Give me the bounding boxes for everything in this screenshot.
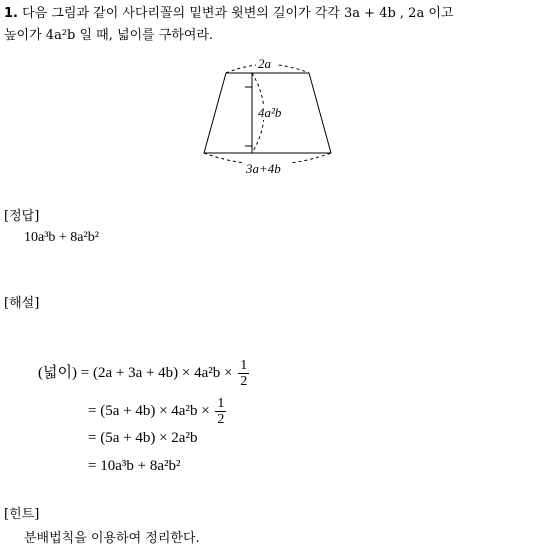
fraction-denominator: 2 bbox=[217, 412, 225, 427]
problem-line-1 bbox=[4, 2, 453, 21]
problem-line-2 bbox=[4, 24, 213, 43]
step-1-expr: (2a + 3a + 4b) × 4a²b × bbox=[92, 364, 233, 381]
solution-lhs: (넓이) bbox=[38, 364, 77, 381]
fraction-denominator: 2 bbox=[240, 374, 248, 389]
step-2-fraction bbox=[215, 396, 226, 427]
fraction-numerator: 1 bbox=[217, 396, 225, 411]
height-label: 4a²b bbox=[258, 105, 282, 120]
problem-text-1: 다음 그림과 같이 사다리꼴의 밑변과 윗변의 길이가 각각 3a + 4b , 2a 이고 bbox=[22, 6, 454, 21]
solution-header: [해설] bbox=[4, 296, 40, 311]
problem-number: 1. bbox=[4, 6, 18, 21]
step-3-expr: (5a + 4b) × 2a²b bbox=[100, 430, 198, 446]
answer-value: 10a³b + 8a²b² bbox=[24, 230, 99, 245]
fraction-numerator: 1 bbox=[240, 358, 248, 373]
solution-step-3: = (5a + 4b) × 2a²b bbox=[88, 430, 198, 446]
step-1-fraction bbox=[238, 358, 249, 389]
solution-step-1: (넓이) = (2a + 3a + 4b) × 4a²b × $\frac{1}{2}$ bbox=[38, 358, 248, 389]
trapezoid-figure bbox=[196, 54, 342, 180]
hint-text: 분배법칙을 이용하여 정리한다. bbox=[24, 531, 200, 546]
answer-header: [정답] bbox=[4, 209, 40, 224]
problem-text-2: 높이가 4a²b 일 때, 넓이를 구하여라. bbox=[4, 28, 214, 43]
solution-step-2: = (5a + 4b) × 4a²b × $\frac{1}{2}$ bbox=[88, 396, 225, 427]
step-4-expr: 10a³b + 8a²b² bbox=[100, 458, 181, 474]
hint-header: [힌트] bbox=[4, 507, 40, 522]
step-2-expr: (5a + 4b) × 4a²b × bbox=[100, 402, 210, 419]
bottom-label: 3a+4b bbox=[246, 161, 281, 176]
solution-step-4: = 10a³b + 8a²b² bbox=[88, 458, 181, 474]
top-label: 2a bbox=[258, 56, 271, 71]
